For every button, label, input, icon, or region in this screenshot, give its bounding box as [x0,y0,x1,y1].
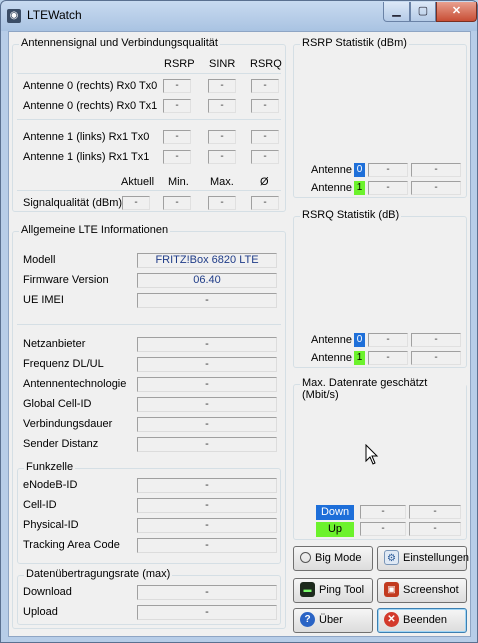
ping-tool-button[interactable] [293,578,373,603]
about-button[interactable] [293,608,373,633]
screenshot-icon: ▣ [384,582,399,597]
antenna-value: - [163,130,191,144]
antenna-label: Antenne [311,334,352,346]
cell-label: Tracking Area Code [23,539,120,551]
antenna-value: - [163,79,191,93]
cell-group [17,461,281,564]
rsrq-value: - [411,333,461,347]
quality-value: - [122,196,150,210]
separator [17,119,281,120]
quality-header-min: Min. [168,176,189,188]
big-mode-button[interactable] [293,546,373,571]
rate-group-title: Datenübertragungsrate (max) [26,568,171,580]
quality-value: - [163,196,191,210]
antenna-label: Antenne [311,182,352,194]
info-value: - [137,337,277,352]
rsrp-value: - [368,181,408,195]
terminal-icon: ▬ [300,582,315,597]
info-label: Verbindungsdauer [23,418,113,430]
info-value: - [137,437,277,452]
cell-value: - [137,518,277,533]
antenna-1-badge: 1 [354,351,365,365]
info-label: Firmware Version [23,274,109,286]
client-area [8,31,471,637]
rate-group [17,568,281,625]
magnifier-icon [300,552,311,563]
maximize-button[interactable]: ▢ [410,2,436,22]
rsrq-value: - [368,333,408,347]
antenna-value: - [251,79,279,93]
cell-value: - [137,538,277,553]
rsrp-stats-group [293,37,467,198]
rsrq-stats-group [293,209,467,368]
antenna-0-badge: 0 [354,333,365,347]
separator [17,190,281,191]
up-value: - [409,522,461,536]
antenna-group-title: Antennensignal und Verbindungsqualität [21,37,218,49]
antenna-row-label: Antenne 0 (rechts) Rx0 Tx1 [23,100,158,112]
antenna-row-label: Antenne 1 (links) Rx1 Tx0 [23,131,150,143]
cell-value: - [137,498,277,513]
cell-label: eNodeB-ID [23,479,78,491]
col-header-rsrp: RSRP [164,58,195,70]
ping-tool-label: Ping Tool [319,584,365,596]
info-label: UE IMEI [23,294,64,306]
down-value: - [409,505,461,519]
separator [17,73,281,74]
separator [17,324,281,325]
quality-value: - [208,196,236,210]
signal-icon: ◉ [7,9,21,23]
col-header-sinr: SINR [209,58,236,70]
antenna-value: - [163,99,191,113]
rsrq-value: - [368,351,408,365]
antenna-0-badge: 0 [354,163,365,177]
settings-icon: ⚙ [384,550,399,565]
col-header-rsrq: RSRQ [250,58,282,70]
rate-label: Upload [23,606,58,618]
info-label: Antennentechnologie [23,378,127,390]
quality-header-avg: Ø [260,176,269,188]
antenna-value: - [251,99,279,113]
down-badge: Down [316,505,354,520]
quality-value: - [251,196,279,210]
cell-label: Physical-ID [23,519,79,531]
antenna-value: - [208,79,236,93]
info-value: - [137,417,277,432]
cell-label: Cell-ID [23,499,57,511]
title-bar[interactable] [1,1,477,31]
settings-label: Einstellungen [403,552,470,564]
antenna-value: - [251,130,279,144]
antenna-value: - [208,150,236,164]
rsrp-value: - [368,163,408,177]
info-value: - [137,397,277,412]
antenna-value: - [208,130,236,144]
lte-info-title: Allgemeine LTE Informationen [21,224,169,236]
antenna-label: Antenne [311,352,352,364]
antenna-row-label: Antenne 1 (links) Rx1 Tx1 [23,151,150,163]
settings-button[interactable] [377,546,470,571]
quit-button[interactable] [377,608,467,633]
quality-label: Signalqualität (dBm) [23,197,123,209]
quality-header-max: Max. [210,176,234,188]
upload-value: - [137,605,277,620]
lte-info-group [12,224,286,629]
datarate-title: Max. Datenrate geschätzt (Mbit/s) [300,377,466,401]
down-value: - [360,505,406,519]
antenna-1-badge: 1 [354,181,365,195]
rsrp-stats-title: RSRP Statistik (dBm) [302,37,407,49]
minimize-button[interactable]: ▁ [383,2,410,22]
up-badge: Up [316,522,354,537]
quality-header-current: Aktuell [121,176,155,188]
quit-label: Beenden [403,614,448,626]
antenna-value: - [163,150,191,164]
screenshot-label: Screenshot [403,584,459,596]
download-value: - [137,585,277,600]
antenna-group [12,37,286,212]
rsrq-stats-title: RSRQ Statistik (dB) [302,209,400,221]
info-label: Modell [23,254,56,266]
info-value: - [137,357,277,372]
info-label: Sender Distanz [23,438,99,450]
rate-label: Download [23,586,72,598]
rsrp-value: - [411,163,461,177]
help-icon: ? [300,612,315,627]
quit-icon: ✕ [384,612,399,627]
datarate-group [293,377,467,540]
cell-value: - [137,478,277,493]
info-label: Global Cell-ID [23,398,92,410]
firmware-value: 06.40 [137,273,277,288]
info-label: Netzanbieter [23,338,86,350]
about-label: Über [319,614,343,626]
antenna-value: - [208,99,236,113]
window-title: LTEWatch [27,8,82,22]
mouse-cursor-icon [365,444,379,466]
antenna-value: - [251,150,279,164]
rsrq-value: - [411,351,461,365]
rsrp-value: - [411,181,461,195]
model-value: FRITZ!Box 6820 LTE [137,253,277,268]
close-button[interactable]: ✕ [436,2,477,22]
info-label: Frequenz DL/UL [23,358,104,370]
info-value: - [137,377,277,392]
imei-value: - [137,293,277,308]
big-mode-label: Big Mode [315,552,362,564]
up-value: - [360,522,406,536]
cell-group-title: Funkzelle [26,461,74,473]
antenna-label: Antenne [311,164,352,176]
antenna-row-label: Antenne 0 (rechts) Rx0 Tx0 [23,80,158,92]
screenshot-button[interactable] [377,578,467,603]
